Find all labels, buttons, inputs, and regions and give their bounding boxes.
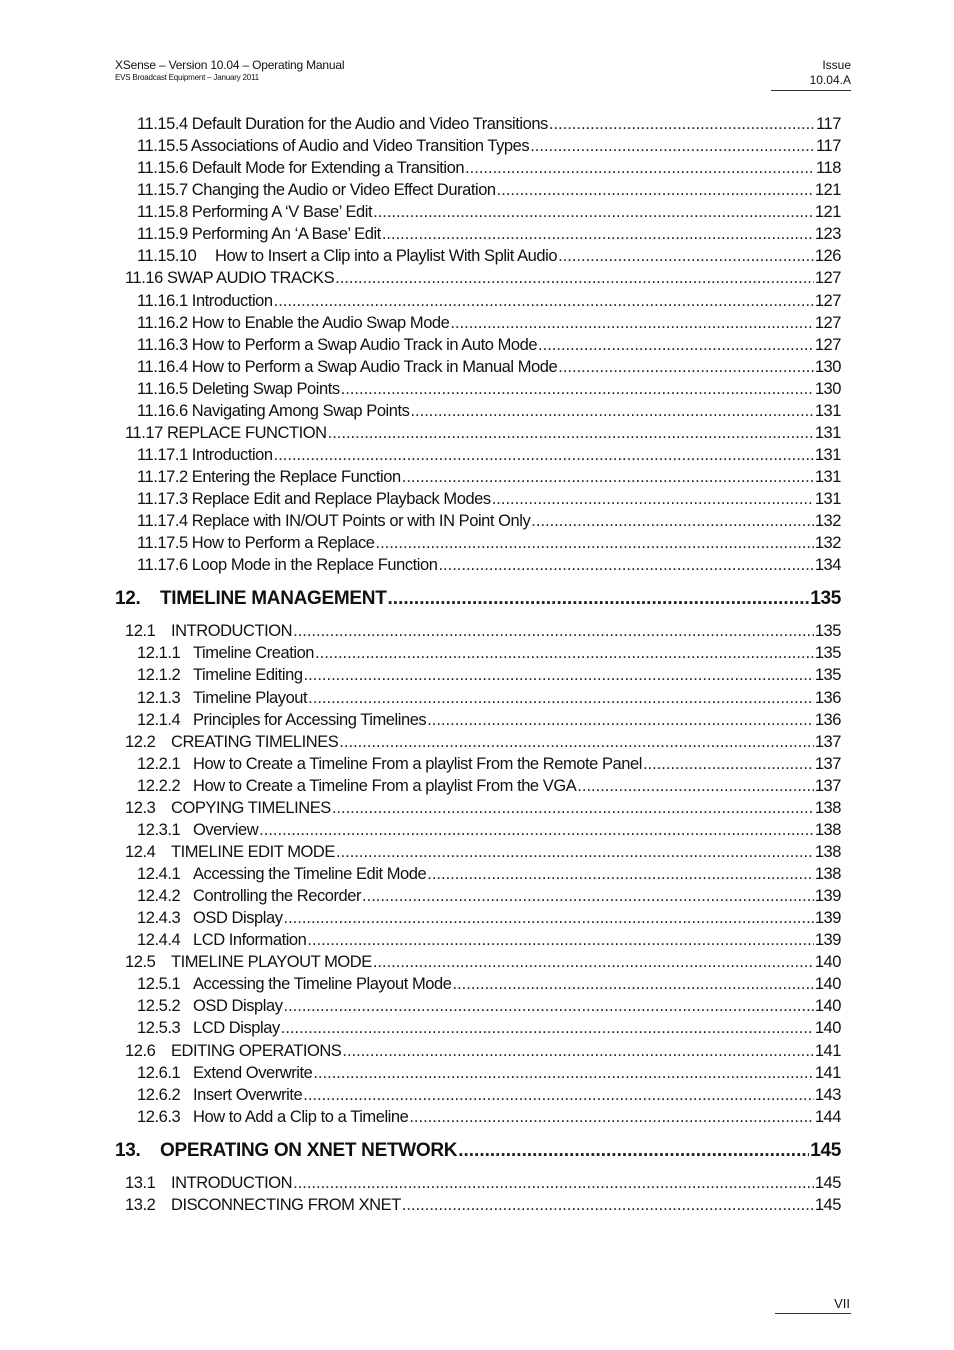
toc-leader-dots bbox=[530, 135, 815, 157]
toc-entry-title bbox=[137, 709, 427, 731]
toc-entry-label: Timeline Playout bbox=[193, 688, 308, 707]
toc-entry[interactable] bbox=[115, 1040, 841, 1062]
toc-entry-title bbox=[125, 620, 293, 642]
toc-leader-dots bbox=[342, 1040, 813, 1062]
header-issue bbox=[810, 58, 851, 88]
toc-entry-number: 12.4 bbox=[125, 842, 156, 861]
toc-leader-dots bbox=[427, 709, 814, 731]
toc-entry-page: 138 bbox=[814, 820, 841, 839]
toc-entry-title bbox=[137, 863, 427, 885]
toc-leader-dots bbox=[376, 532, 814, 554]
toc-leader-dots bbox=[382, 223, 814, 245]
toc-entry-title bbox=[137, 444, 274, 466]
toc-entry-title bbox=[137, 973, 452, 995]
toc-entry-number: 12.3.1 bbox=[137, 820, 181, 839]
toc-entry-label: How to Insert a Clip into a Playlist With Split Audio bbox=[215, 247, 558, 266]
toc-entry-label: 11.17.4 Replace with IN/OUT Points or with IN Point Only bbox=[137, 512, 531, 531]
toc-entry-title bbox=[137, 929, 307, 951]
toc-entry-label: LCD Display bbox=[193, 1019, 280, 1038]
toc-entry-label: 11.15.6 Default Mode for Extending a Transition bbox=[137, 159, 465, 178]
toc-entry-title bbox=[137, 1084, 303, 1106]
toc-entry-title bbox=[137, 510, 531, 532]
page-header bbox=[115, 58, 851, 94]
toc-entry-page: 127 bbox=[814, 269, 841, 288]
toc-entry-title bbox=[137, 201, 373, 223]
toc-leader-dots bbox=[259, 819, 814, 841]
toc-entry-number: 12.3 bbox=[125, 798, 156, 817]
toc-entry[interactable] bbox=[115, 753, 841, 775]
toc-entry-title bbox=[137, 554, 438, 576]
toc-entry-title bbox=[137, 532, 376, 554]
toc-entry[interactable] bbox=[115, 267, 841, 289]
toc-leader-dots bbox=[577, 775, 814, 797]
toc-entry-label: 11.15.9 Performing An ‘A Base’ Edit bbox=[137, 225, 381, 244]
toc-entry-title bbox=[137, 995, 284, 1017]
toc-entry[interactable] bbox=[115, 1084, 841, 1106]
toc-entry-label: 11.16.5 Deleting Swap Points bbox=[137, 379, 340, 398]
toc-entry-title bbox=[137, 378, 341, 400]
toc-entry-title bbox=[125, 1040, 342, 1062]
toc-entry[interactable] bbox=[115, 863, 841, 885]
toc-entry-page: 135 bbox=[814, 644, 841, 663]
toc-entry-number: 12.2 bbox=[125, 732, 156, 751]
toc-entry-label: 11.17 REPLACE FUNCTION bbox=[125, 423, 327, 442]
toc-entry-page: 131 bbox=[814, 490, 841, 509]
toc-entry-title bbox=[115, 1134, 458, 1168]
toc-entry-page: 139 bbox=[814, 887, 841, 906]
toc-entry-page: 145 bbox=[814, 1173, 841, 1192]
toc-leader-dots bbox=[497, 179, 814, 201]
toc-entry[interactable] bbox=[115, 400, 841, 422]
toc-entry-page: 130 bbox=[814, 379, 841, 398]
toc-entry-page: 131 bbox=[814, 445, 841, 464]
toc-entry-title bbox=[137, 642, 315, 664]
toc-entry[interactable] bbox=[115, 157, 841, 179]
toc-entry[interactable] bbox=[115, 885, 841, 907]
toc-entry-label: TIMELINE PLAYOUT MODE bbox=[171, 953, 372, 972]
toc-leader-dots bbox=[313, 1062, 813, 1084]
toc-entry[interactable] bbox=[115, 510, 841, 532]
toc-entry-page: 138 bbox=[814, 798, 841, 817]
toc-entry-title bbox=[137, 290, 274, 312]
toc-entry[interactable] bbox=[115, 223, 841, 245]
toc-entry-label: COPYING TIMELINES bbox=[171, 798, 331, 817]
toc-chapter-entry[interactable] bbox=[115, 1134, 841, 1168]
toc-leader-dots bbox=[315, 642, 814, 664]
toc-entry-title bbox=[137, 775, 577, 797]
toc-entry-page: 144 bbox=[814, 1107, 841, 1126]
toc-entry[interactable] bbox=[115, 642, 841, 664]
toc-leader-dots bbox=[281, 1017, 814, 1039]
toc-entry[interactable] bbox=[115, 488, 841, 510]
header-left bbox=[115, 58, 344, 83]
toc-entry-label: 11.17.1 Introduction bbox=[137, 445, 273, 464]
toc-entry-label: Insert Overwrite bbox=[193, 1085, 303, 1104]
toc-entry-page: 132 bbox=[814, 512, 841, 531]
toc-entry-page: 127 bbox=[814, 335, 841, 354]
toc-entry-title bbox=[125, 422, 328, 444]
toc-entry-title bbox=[137, 488, 492, 510]
toc-entry-number: 12.6.3 bbox=[137, 1107, 181, 1126]
toc-entry-page: 139 bbox=[814, 931, 841, 950]
toc-leader-dots bbox=[450, 312, 813, 334]
toc-entry-page: 118 bbox=[816, 159, 841, 178]
toc-entry-number: 12. bbox=[115, 588, 141, 610]
toc-entry-number: 12.2.2 bbox=[137, 776, 181, 795]
toc-entry[interactable] bbox=[115, 1194, 841, 1216]
document-title: XSense – Version 10.04 – Operating Manual bbox=[115, 58, 345, 72]
toc-leader-dots bbox=[388, 582, 810, 616]
toc-entry-title bbox=[137, 885, 362, 907]
toc-entry-page: 137 bbox=[814, 732, 841, 751]
toc-entry-page: 140 bbox=[814, 997, 841, 1016]
toc-entry[interactable] bbox=[115, 1062, 841, 1084]
toc-leader-dots bbox=[410, 400, 813, 422]
toc-entry-number: 12.5.2 bbox=[137, 997, 181, 1016]
toc-entry-label: TIMELINE MANAGEMENT bbox=[160, 588, 387, 610]
toc-entry-label: 11.15.8 Performing A ‘V Base’ Edit bbox=[137, 203, 373, 222]
toc-entry-page: 141 bbox=[814, 1041, 841, 1060]
toc-entry-label: How to Create a Timeline From a playlist From the Remote Panel bbox=[193, 754, 642, 773]
toc-leader-dots bbox=[274, 444, 814, 466]
toc-entry-label: Timeline Editing bbox=[193, 666, 303, 685]
toc-entry-page: 126 bbox=[814, 247, 841, 266]
toc-entry-title bbox=[125, 731, 339, 753]
toc-entry-label: 11.17.3 Replace Edit and Replace Playback Modes bbox=[137, 490, 491, 509]
toc-entry[interactable] bbox=[115, 1017, 841, 1039]
toc-leader-dots bbox=[307, 929, 813, 951]
toc-entry[interactable] bbox=[115, 532, 841, 554]
toc-entry-page: 136 bbox=[814, 688, 841, 707]
toc-leader-dots bbox=[328, 422, 814, 444]
toc-entry-number: 13. bbox=[115, 1139, 141, 1161]
toc-entry-label: EDITING OPERATIONS bbox=[171, 1041, 342, 1060]
page-number: VII bbox=[834, 1296, 850, 1311]
toc-leader-dots bbox=[339, 731, 813, 753]
toc-entry-label: Overview bbox=[193, 820, 259, 839]
toc-entry-page: 132 bbox=[814, 534, 841, 553]
toc-entry-label: DISCONNECTING FROM XNET bbox=[171, 1195, 401, 1214]
toc-entry-label: 11.15.5 Associations of Audio and Video Transition Types bbox=[137, 137, 530, 156]
toc-entry-label: INTRODUCTION bbox=[171, 622, 293, 641]
toc-entry-label: How to Add a Clip to a Timeline bbox=[193, 1107, 409, 1126]
toc-entry-label: Controlling the Recorder bbox=[193, 887, 362, 906]
toc-entry-label: LCD Information bbox=[193, 931, 307, 950]
toc-leader-dots bbox=[458, 1134, 809, 1168]
toc-entry[interactable] bbox=[115, 113, 841, 135]
toc-entry-label: TIMELINE EDIT MODE bbox=[171, 842, 335, 861]
toc-entry-label: CREATING TIMELINES bbox=[171, 732, 339, 751]
toc-entry-page: 143 bbox=[814, 1085, 841, 1104]
issue-value: 10.04.A bbox=[809, 73, 851, 87]
document-subtitle: EVS Broadcast Equipment – January 2011 bbox=[115, 73, 259, 82]
toc-entry-number: 12.1.2 bbox=[137, 666, 181, 685]
toc-entry-page: 117 bbox=[816, 115, 841, 133]
toc-entry-label: Extend Overwrite bbox=[193, 1063, 313, 1082]
toc-entry-page: 135 bbox=[814, 666, 841, 685]
toc-entry[interactable] bbox=[115, 334, 841, 356]
toc-entry-title bbox=[125, 267, 335, 289]
toc-entry-label: How to Create a Timeline From a playlist From the VGA bbox=[193, 776, 577, 795]
toc-entry-title bbox=[137, 113, 549, 135]
toc-entry-title bbox=[137, 135, 530, 157]
toc-leader-dots bbox=[274, 290, 814, 312]
toc-entry-label: OSD Display bbox=[193, 997, 283, 1016]
toc-entry-label: Accessing the Timeline Playout Mode bbox=[193, 975, 452, 994]
toc-leader-dots bbox=[373, 201, 814, 223]
toc-entry[interactable] bbox=[115, 378, 841, 400]
toc-entry-title bbox=[125, 1194, 402, 1216]
toc-entry-title bbox=[137, 907, 284, 929]
toc-entry[interactable] bbox=[115, 951, 841, 973]
toc-leader-dots bbox=[558, 245, 814, 267]
toc-entry-number: 11.15.10 bbox=[137, 247, 197, 266]
toc-leader-dots bbox=[341, 378, 814, 400]
toc-entry-title bbox=[137, 664, 304, 686]
toc-entry-label: 11.16.2 How to Enable the Audio Swap Mode bbox=[137, 313, 450, 332]
toc-entry-number: 12.6.1 bbox=[137, 1063, 181, 1082]
toc-entry-label: 11.17.5 How to Perform a Replace bbox=[137, 534, 375, 553]
toc-entry[interactable] bbox=[115, 356, 841, 378]
toc-entry-number: 12.2.1 bbox=[137, 754, 181, 773]
toc-entry[interactable] bbox=[115, 466, 841, 488]
toc-entry[interactable] bbox=[115, 907, 841, 929]
toc-entry-page: 130 bbox=[814, 357, 841, 376]
toc-leader-dots bbox=[335, 267, 814, 289]
toc-entry[interactable] bbox=[115, 135, 841, 157]
toc-entry-number: 12.4.1 bbox=[137, 865, 181, 883]
toc-leader-dots bbox=[409, 1106, 813, 1128]
toc-entry[interactable] bbox=[115, 290, 841, 312]
toc-entry-page: 134 bbox=[814, 556, 841, 575]
toc-entry-title bbox=[137, 334, 538, 356]
toc-leader-dots bbox=[531, 510, 814, 532]
toc-entry[interactable] bbox=[115, 444, 841, 466]
toc-entry-label: Timeline Creation bbox=[193, 644, 315, 663]
issue-label: Issue bbox=[822, 58, 851, 72]
toc-entry-number: 12.1.1 bbox=[137, 644, 181, 663]
toc-entry-title bbox=[137, 312, 450, 334]
toc-entry-title bbox=[137, 1106, 409, 1128]
toc-entry-title bbox=[137, 179, 497, 201]
toc-entry[interactable] bbox=[115, 1172, 841, 1194]
toc-entry-page: 121 bbox=[814, 181, 841, 200]
toc-entry[interactable] bbox=[115, 995, 841, 1017]
toc-leader-dots bbox=[492, 488, 814, 510]
toc-entry-title bbox=[125, 951, 373, 973]
toc-entry-page: 137 bbox=[814, 754, 841, 773]
toc-entry-number: 12.1.3 bbox=[137, 688, 181, 707]
toc-entry[interactable] bbox=[115, 929, 841, 951]
toc-entry-label: 11.15.7 Changing the Audio or Video Effect Duration bbox=[137, 181, 496, 200]
toc-entry[interactable] bbox=[115, 620, 841, 642]
toc-entry[interactable] bbox=[115, 422, 841, 444]
toc-entry-number: 12.5 bbox=[125, 953, 156, 972]
toc-entry-page: 127 bbox=[814, 313, 841, 332]
toc-entry-title bbox=[137, 819, 259, 841]
toc-entry-label: OPERATING ON XNET NETWORK bbox=[160, 1139, 458, 1161]
toc-entry-title bbox=[137, 356, 558, 378]
toc-leader-dots bbox=[549, 113, 815, 135]
toc-entry[interactable] bbox=[115, 731, 841, 753]
toc-leader-dots bbox=[438, 554, 813, 576]
toc-entry-number: 12.5.3 bbox=[137, 1019, 181, 1038]
header-rule bbox=[771, 90, 851, 91]
toc-entry[interactable] bbox=[115, 797, 841, 819]
toc-entry-page: 145 bbox=[810, 1139, 841, 1161]
toc-entry-page: 137 bbox=[814, 776, 841, 795]
toc-entry-number: 12.4.3 bbox=[137, 909, 181, 928]
toc-leader-dots bbox=[558, 356, 814, 378]
toc-entry-number: 13.2 bbox=[125, 1195, 156, 1214]
toc-entry-title bbox=[125, 797, 332, 819]
toc-entry-label: 11.16.1 Introduction bbox=[137, 291, 273, 310]
toc-entry[interactable] bbox=[115, 201, 841, 223]
toc-entry[interactable] bbox=[115, 841, 841, 863]
toc-entry-title bbox=[137, 400, 410, 422]
toc-entry-number: 12.5.1 bbox=[137, 975, 181, 994]
toc-entry-page: 138 bbox=[814, 842, 841, 861]
toc-entry-label: Accessing the Timeline Edit Mode bbox=[193, 865, 427, 883]
toc-leader-dots bbox=[402, 466, 814, 488]
toc-entry-label: 11.15.4 Default Duration for the Audio and Video Transitions bbox=[137, 115, 548, 133]
toc-entry[interactable] bbox=[115, 245, 841, 267]
toc-leader-dots bbox=[293, 620, 814, 642]
toc-entry[interactable] bbox=[115, 312, 841, 334]
toc-leader-dots bbox=[538, 334, 814, 356]
toc-entry-page: 135 bbox=[810, 588, 841, 610]
toc-entry-number: 12.4.2 bbox=[137, 887, 181, 906]
toc-entry-page: 131 bbox=[814, 468, 841, 486]
toc-entry[interactable] bbox=[115, 664, 841, 686]
toc-leader-dots bbox=[402, 1194, 814, 1216]
toc-entry-page: 136 bbox=[814, 710, 841, 729]
toc-entry-label: 11.16 SWAP AUDIO TRACKS bbox=[125, 269, 335, 288]
toc-entry-page: 131 bbox=[814, 401, 841, 420]
toc-entry-page: 135 bbox=[814, 622, 841, 641]
toc-entry-label: 11.17.6 Loop Mode in the Replace Function bbox=[137, 556, 438, 575]
toc-entry[interactable] bbox=[115, 973, 841, 995]
toc-entry-page: 123 bbox=[814, 225, 841, 244]
toc-entry[interactable] bbox=[115, 687, 841, 709]
toc-entry-title bbox=[137, 1017, 281, 1039]
footer-rule bbox=[775, 1313, 851, 1314]
toc-leader-dots bbox=[465, 157, 815, 179]
toc-entry-title bbox=[137, 157, 465, 179]
toc-entry-title bbox=[137, 223, 382, 245]
toc-entry-label: 11.16.4 How to Perform a Swap Audio Track in Manual Mode bbox=[137, 357, 558, 376]
toc-entry-title bbox=[137, 753, 643, 775]
toc-entry-title bbox=[137, 687, 308, 709]
toc-entry-title bbox=[125, 1172, 293, 1194]
toc-entry-number: 12.6 bbox=[125, 1041, 156, 1060]
toc-entry[interactable] bbox=[115, 1106, 841, 1128]
toc-leader-dots bbox=[362, 885, 814, 907]
toc-leader-dots bbox=[308, 687, 814, 709]
toc-entry-title bbox=[137, 1062, 313, 1084]
toc-leader-dots bbox=[336, 841, 814, 863]
toc-entry-label: 11.16.3 How to Perform a Swap Audio Track in Auto Mode bbox=[137, 335, 538, 354]
toc-entry-title bbox=[125, 841, 336, 863]
toc-entry-page: 140 bbox=[814, 975, 841, 994]
toc-leader-dots bbox=[293, 1172, 814, 1194]
toc-entry-title bbox=[137, 245, 558, 267]
toc-entry-number: 12.4.4 bbox=[137, 931, 181, 950]
toc-entry-label: INTRODUCTION bbox=[171, 1173, 293, 1192]
toc-entry[interactable] bbox=[115, 179, 841, 201]
toc-leader-dots bbox=[304, 664, 814, 686]
toc-leader-dots bbox=[452, 973, 813, 995]
toc-entry[interactable] bbox=[115, 709, 841, 731]
toc-chapter-entry[interactable] bbox=[115, 582, 841, 616]
toc-entry-page: 121 bbox=[814, 203, 841, 222]
toc-entry-page: 117 bbox=[816, 137, 841, 156]
toc-entry-number: 12.1.4 bbox=[137, 710, 181, 729]
toc-entry-page: 139 bbox=[814, 909, 841, 928]
toc-entry-page: 141 bbox=[814, 1063, 841, 1082]
toc-entry[interactable] bbox=[115, 554, 841, 576]
toc-leader-dots bbox=[332, 797, 814, 819]
toc-entry-page: 140 bbox=[814, 953, 841, 972]
toc-leader-dots bbox=[284, 995, 814, 1017]
toc-entry-page: 145 bbox=[814, 1195, 841, 1214]
toc-entry-page: 140 bbox=[814, 1019, 841, 1038]
toc-entry-number: 12.1 bbox=[125, 622, 156, 641]
toc-entry-label: 11.16.6 Navigating Among Swap Points bbox=[137, 401, 410, 420]
toc-entry-title bbox=[115, 582, 388, 616]
toc-entry-number: 13.1 bbox=[125, 1173, 156, 1192]
toc-leader-dots bbox=[284, 907, 814, 929]
toc-entry[interactable] bbox=[115, 819, 841, 841]
toc-leader-dots bbox=[303, 1084, 814, 1106]
toc-leader-dots bbox=[427, 863, 814, 885]
toc-leader-dots bbox=[373, 951, 814, 973]
toc-entry[interactable] bbox=[115, 775, 841, 797]
toc-entry-page: 131 bbox=[814, 423, 841, 442]
toc-entry-label: 11.17.2 Entering the Replace Function bbox=[137, 468, 401, 486]
toc-entry-page: 127 bbox=[814, 291, 841, 310]
toc-entry-title bbox=[137, 466, 402, 488]
toc-entry-label: Principles for Accessing Timelines bbox=[193, 710, 427, 729]
toc-entry-page: 138 bbox=[814, 865, 841, 883]
toc-entry-label: OSD Display bbox=[193, 909, 283, 928]
table-of-contents bbox=[115, 113, 841, 1216]
toc-leader-dots bbox=[643, 753, 814, 775]
toc-entry-number: 12.6.2 bbox=[137, 1085, 181, 1104]
